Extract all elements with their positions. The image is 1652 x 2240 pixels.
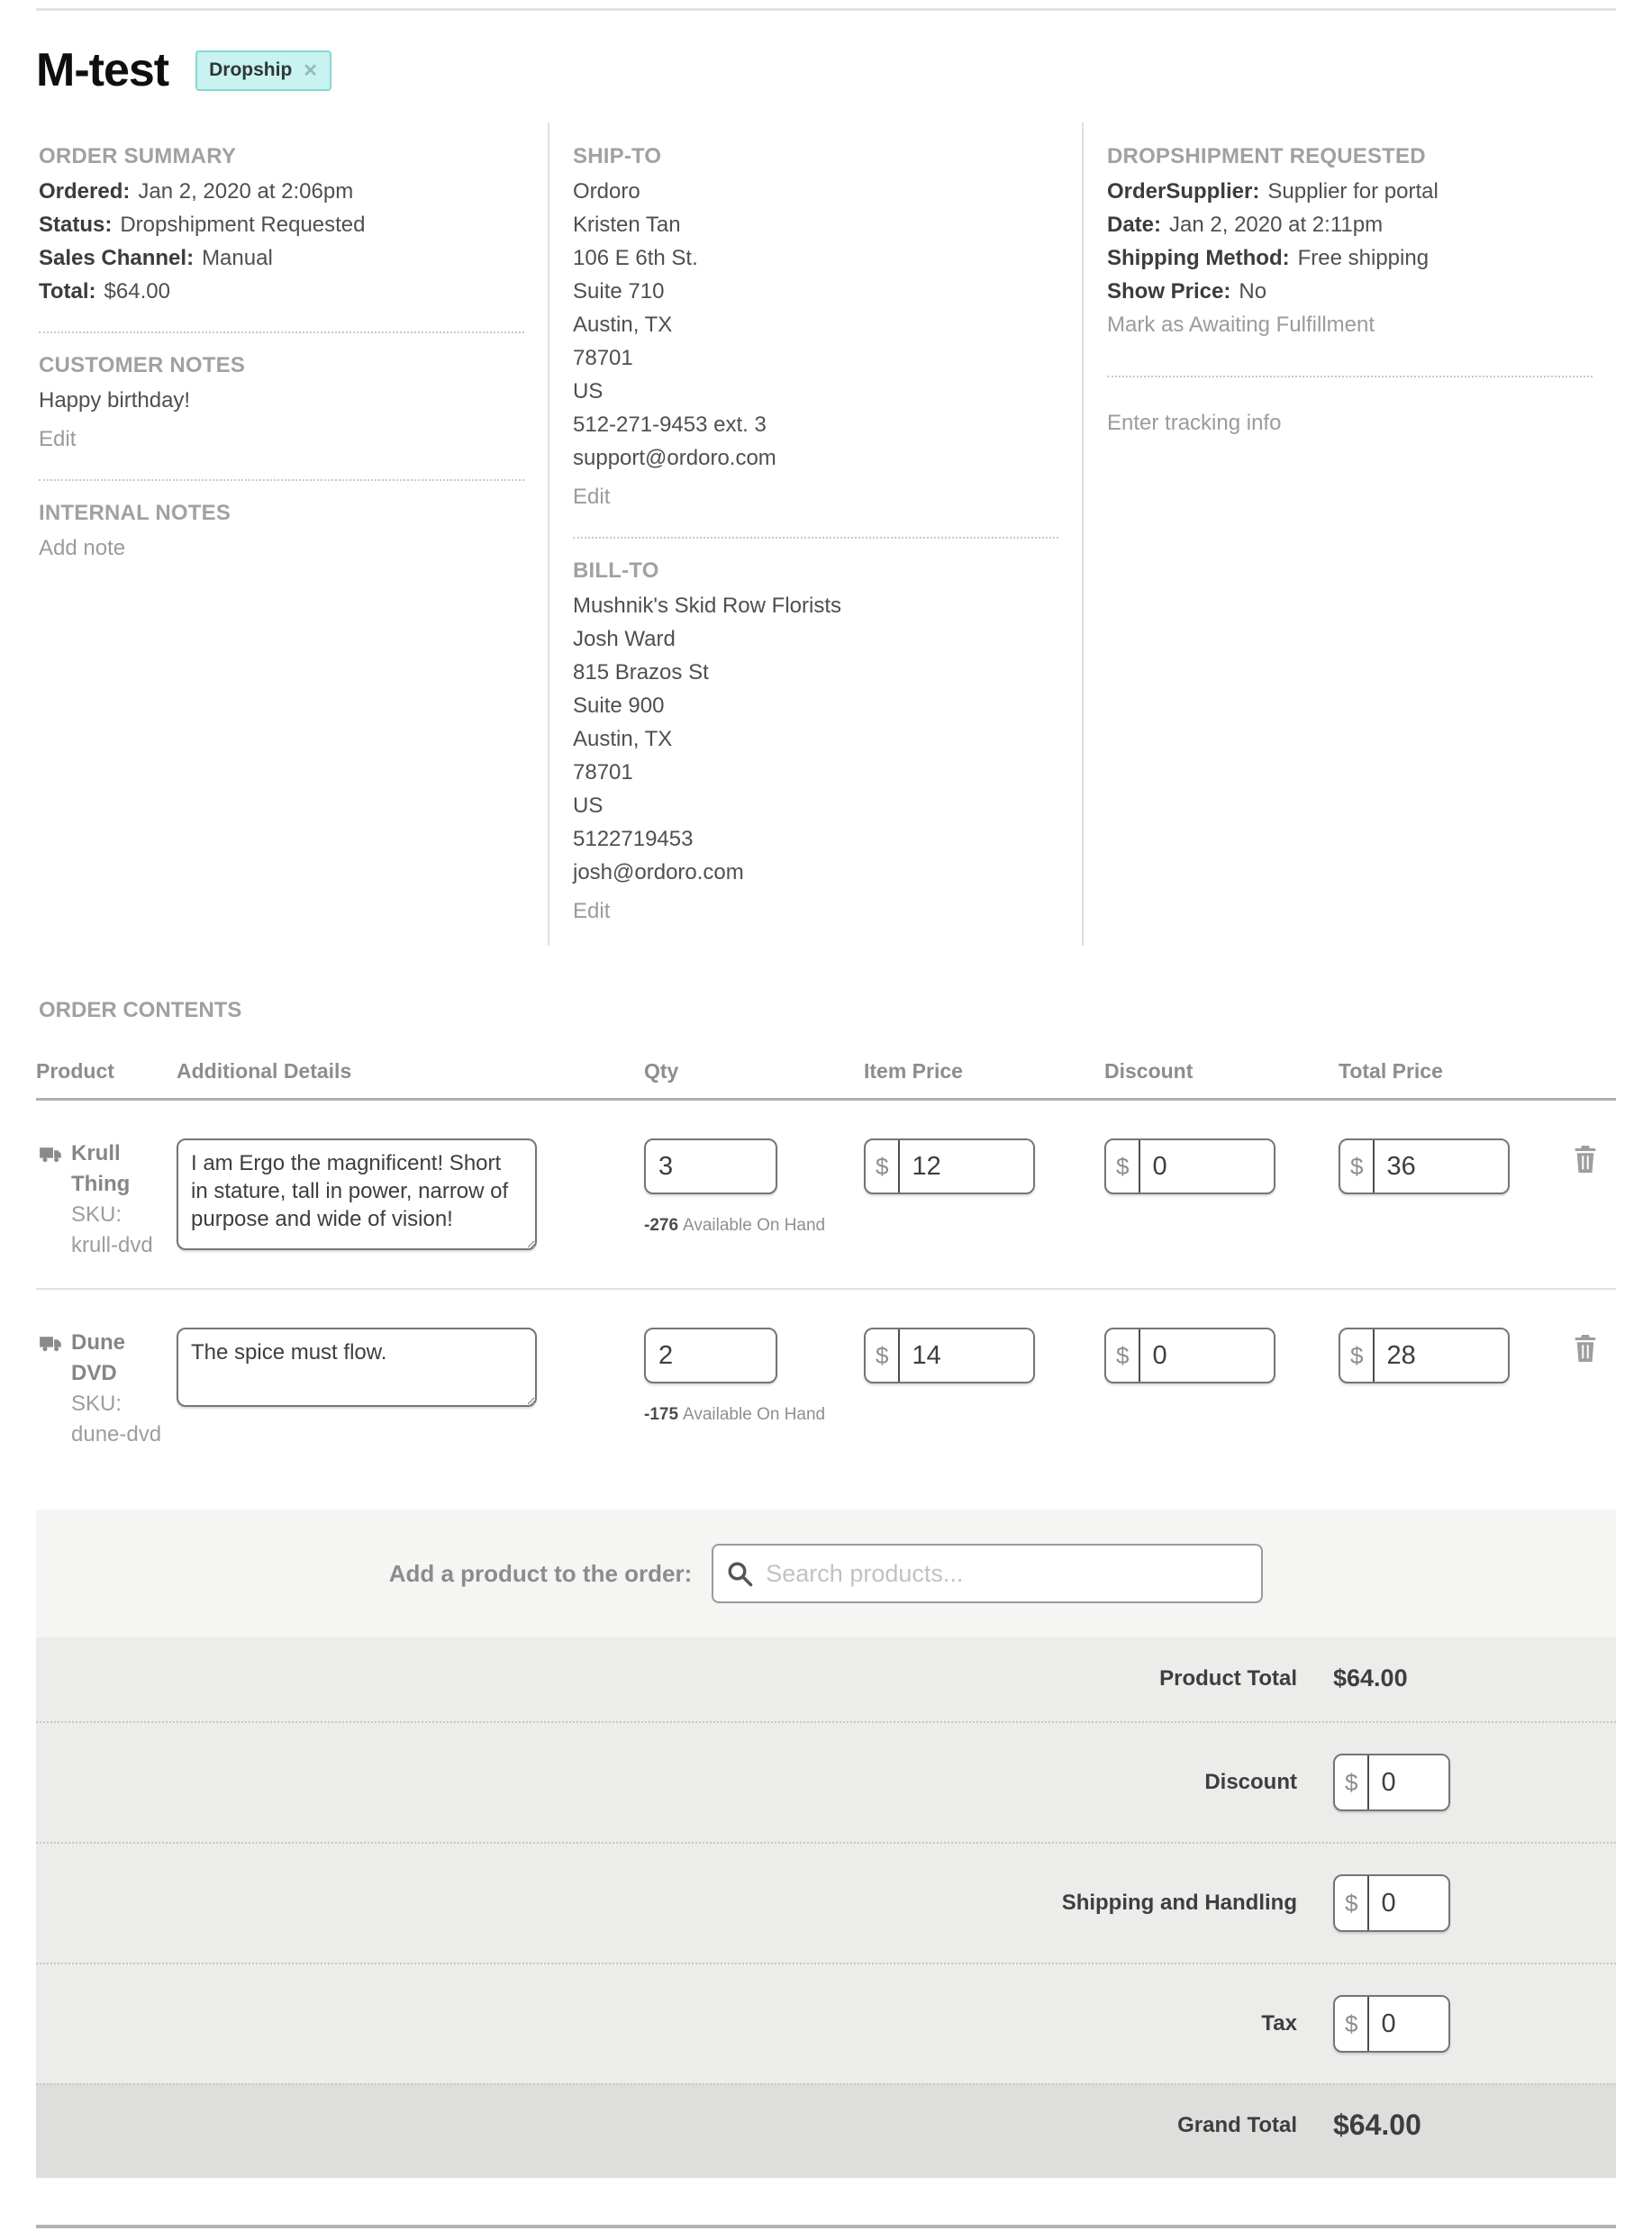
product-total-value: $64.00 bbox=[1333, 1664, 1408, 1691]
grand-total-label: Grand Total bbox=[1177, 2112, 1297, 2137]
discount-input[interactable] bbox=[1140, 1140, 1274, 1193]
currency-symbol: $ bbox=[1106, 1140, 1140, 1193]
bill-to-line: Suite 900 bbox=[573, 694, 665, 718]
ship-to-email: support@ordoro.com bbox=[573, 446, 776, 470]
shipping-handling-label: Shipping and Handling bbox=[1061, 1891, 1297, 1915]
ship-to-line: Austin, TX bbox=[573, 313, 673, 337]
discount-cell bbox=[1104, 1328, 1339, 1383]
sales-channel-row: Sales Channel: Manual bbox=[39, 246, 273, 270]
dropship-tag bbox=[195, 50, 331, 91]
sku-label: SKU: bbox=[71, 1392, 123, 1416]
shipping-method-row: Shipping Method: Free shipping bbox=[1107, 246, 1430, 270]
product-cell bbox=[36, 1328, 177, 1450]
close-icon[interactable]: ✕ bbox=[303, 60, 319, 81]
item-price-cell bbox=[864, 1328, 1104, 1383]
divider bbox=[1107, 376, 1593, 377]
shipping-handling-input[interactable] bbox=[1369, 1876, 1448, 1930]
ship-to-phone: 512-271-9453 ext. 3 bbox=[573, 413, 767, 437]
internal-notes-heading: INTERNAL NOTES bbox=[39, 501, 231, 525]
bill-to-line: 815 Brazos St bbox=[573, 660, 709, 685]
currency-symbol: $ bbox=[1335, 1997, 1369, 2051]
qty-cell bbox=[644, 1328, 864, 1425]
order-supplier-row: OrderSupplier: Supplier for portal bbox=[1107, 179, 1439, 204]
currency-symbol: $ bbox=[1340, 1140, 1375, 1193]
additional-details-textarea[interactable] bbox=[177, 1328, 537, 1407]
item-price-cell bbox=[864, 1138, 1104, 1194]
total-price-cell bbox=[1339, 1138, 1572, 1194]
divider bbox=[39, 479, 524, 481]
col-header-total-price: Total Price bbox=[1339, 1059, 1443, 1083]
addresses-column bbox=[548, 122, 1082, 946]
delete-item-button[interactable] bbox=[1572, 1333, 1599, 1366]
dropshipment-heading: DROPSHIPMENT REQUESTED bbox=[1107, 144, 1426, 168]
discount-total-row bbox=[36, 1721, 1616, 1842]
dropship-truck-icon bbox=[39, 1142, 63, 1166]
product-total-row bbox=[36, 1637, 1616, 1721]
dropship-tag-label: Dropship bbox=[209, 59, 293, 80]
mark-awaiting-fulfillment-link[interactable]: Mark as Awaiting Fulfillment bbox=[1107, 313, 1375, 337]
total-row: Total: $64.00 bbox=[39, 279, 170, 304]
col-header-qty: Qty bbox=[644, 1059, 679, 1083]
trash-icon bbox=[1572, 1333, 1599, 1364]
ship-to-line: Kristen Tan bbox=[573, 213, 681, 237]
details-cell bbox=[177, 1138, 644, 1255]
bill-to-line: 78701 bbox=[573, 760, 633, 784]
customer-note-text: Happy birthday! bbox=[39, 388, 191, 413]
add-product-label: Add a product to the order: bbox=[388, 1559, 693, 1587]
product-name-link[interactable]: Krull Thing bbox=[71, 1141, 131, 1196]
ship-to-line: 78701 bbox=[573, 346, 633, 370]
ship-to-line: Suite 710 bbox=[573, 279, 665, 304]
details-cell bbox=[177, 1328, 644, 1411]
item-price-input[interactable] bbox=[900, 1329, 1033, 1382]
additional-details-textarea[interactable] bbox=[177, 1138, 537, 1250]
divider bbox=[573, 537, 1058, 539]
bill-to-line: Austin, TX bbox=[573, 727, 673, 751]
sku-value: dune-dvd bbox=[71, 1422, 162, 1446]
tax-row bbox=[36, 1963, 1616, 2083]
order-discount-input[interactable] bbox=[1369, 1755, 1448, 1809]
total-price-cell bbox=[1339, 1328, 1572, 1383]
order-contents-table-header bbox=[36, 1059, 1616, 1101]
col-header-discount: Discount bbox=[1104, 1059, 1194, 1083]
bill-to-line: US bbox=[573, 794, 604, 818]
available-on-hand: -175 Available On Hand bbox=[644, 1405, 826, 1424]
edit-ship-to-link[interactable]: Edit bbox=[573, 485, 611, 509]
dropship-truck-icon bbox=[39, 1331, 63, 1356]
discount-cell bbox=[1104, 1138, 1339, 1194]
tax-label: Tax bbox=[1261, 2011, 1297, 2036]
product-cell bbox=[36, 1138, 177, 1261]
ship-to-heading: SHIP-TO bbox=[573, 144, 662, 168]
bill-to-email: josh@ordoro.com bbox=[573, 860, 744, 884]
ordered-row: Ordered: Jan 2, 2020 at 2:06pm bbox=[39, 179, 354, 204]
available-on-hand: -276 Available On Hand bbox=[644, 1216, 826, 1235]
bill-to-line: Mushnik's Skid Row Florists bbox=[573, 594, 841, 618]
total-price-input[interactable] bbox=[1375, 1140, 1508, 1193]
ship-to-line: Ordoro bbox=[573, 179, 640, 204]
delete-item-button[interactable] bbox=[1572, 1144, 1599, 1177]
add-product-band bbox=[36, 1510, 1616, 1637]
status-row: Status: Dropshipment Requested bbox=[39, 213, 366, 237]
qty-input[interactable] bbox=[644, 1328, 777, 1383]
add-note-link[interactable]: Add note bbox=[39, 536, 126, 560]
currency-symbol: $ bbox=[1335, 1876, 1369, 1930]
page-header bbox=[36, 43, 1616, 97]
grand-total-value: $64.00 bbox=[1333, 2109, 1421, 2141]
currency-symbol: $ bbox=[1106, 1329, 1140, 1382]
order-item-row bbox=[36, 1101, 1616, 1288]
order-item-row bbox=[36, 1288, 1616, 1477]
currency-symbol: $ bbox=[1335, 1755, 1369, 1809]
dropshipment-column bbox=[1082, 122, 1616, 946]
enter-tracking-info-link[interactable]: Enter tracking info bbox=[1107, 411, 1282, 435]
product-name-link[interactable]: Dune DVD bbox=[71, 1330, 125, 1385]
discount-label: Discount bbox=[1204, 1770, 1297, 1794]
discount-input[interactable] bbox=[1140, 1329, 1274, 1382]
divider bbox=[39, 331, 524, 333]
order-detail-page bbox=[0, 8, 1652, 2228]
product-total-label: Product Total bbox=[1159, 1665, 1297, 1691]
shipping-handling-row bbox=[36, 1842, 1616, 1963]
grand-total-row bbox=[36, 2083, 1616, 2178]
sku-label: SKU: bbox=[71, 1202, 123, 1227]
sku-value: krull-dvd bbox=[71, 1233, 153, 1257]
edit-customer-notes-link[interactable]: Edit bbox=[39, 427, 77, 451]
ship-to-line: 106 E 6th St. bbox=[573, 246, 698, 270]
col-header-product: Product bbox=[36, 1059, 114, 1083]
currency-symbol: $ bbox=[866, 1140, 900, 1193]
order-info-columns bbox=[36, 122, 1616, 946]
order-summary-heading: ORDER SUMMARY bbox=[39, 144, 237, 168]
edit-bill-to-link[interactable]: Edit bbox=[573, 899, 611, 923]
trash-icon bbox=[1572, 1144, 1599, 1174]
tax-input[interactable] bbox=[1369, 1997, 1448, 2051]
currency-symbol: $ bbox=[866, 1329, 900, 1382]
qty-cell bbox=[644, 1138, 864, 1236]
top-divider bbox=[36, 8, 1616, 11]
bill-to-line: Josh Ward bbox=[573, 627, 676, 651]
page-title: M-test bbox=[36, 44, 169, 96]
bill-to-heading: BILL-TO bbox=[573, 558, 659, 583]
bill-to-phone: 5122719453 bbox=[573, 827, 694, 851]
customer-notes-heading: CUSTOMER NOTES bbox=[39, 353, 246, 377]
order-totals bbox=[36, 1637, 1616, 2178]
search-icon bbox=[726, 1560, 753, 1587]
product-search-input[interactable] bbox=[712, 1544, 1263, 1603]
order-contents-heading: ORDER CONTENTS bbox=[39, 998, 242, 1022]
qty-input[interactable] bbox=[644, 1138, 777, 1194]
dropship-date-row: Date: Jan 2, 2020 at 2:11pm bbox=[1107, 213, 1384, 237]
total-price-input[interactable] bbox=[1375, 1329, 1508, 1382]
currency-symbol: $ bbox=[1340, 1329, 1375, 1382]
ship-to-line: US bbox=[573, 379, 604, 404]
show-price-row: Show Price: No bbox=[1107, 279, 1267, 304]
item-price-input[interactable] bbox=[900, 1140, 1033, 1193]
bottom-divider bbox=[36, 2225, 1616, 2228]
col-header-item-price: Item Price bbox=[864, 1059, 963, 1083]
col-header-additional-details: Additional Details bbox=[177, 1059, 352, 1083]
order-summary-column bbox=[36, 122, 548, 946]
